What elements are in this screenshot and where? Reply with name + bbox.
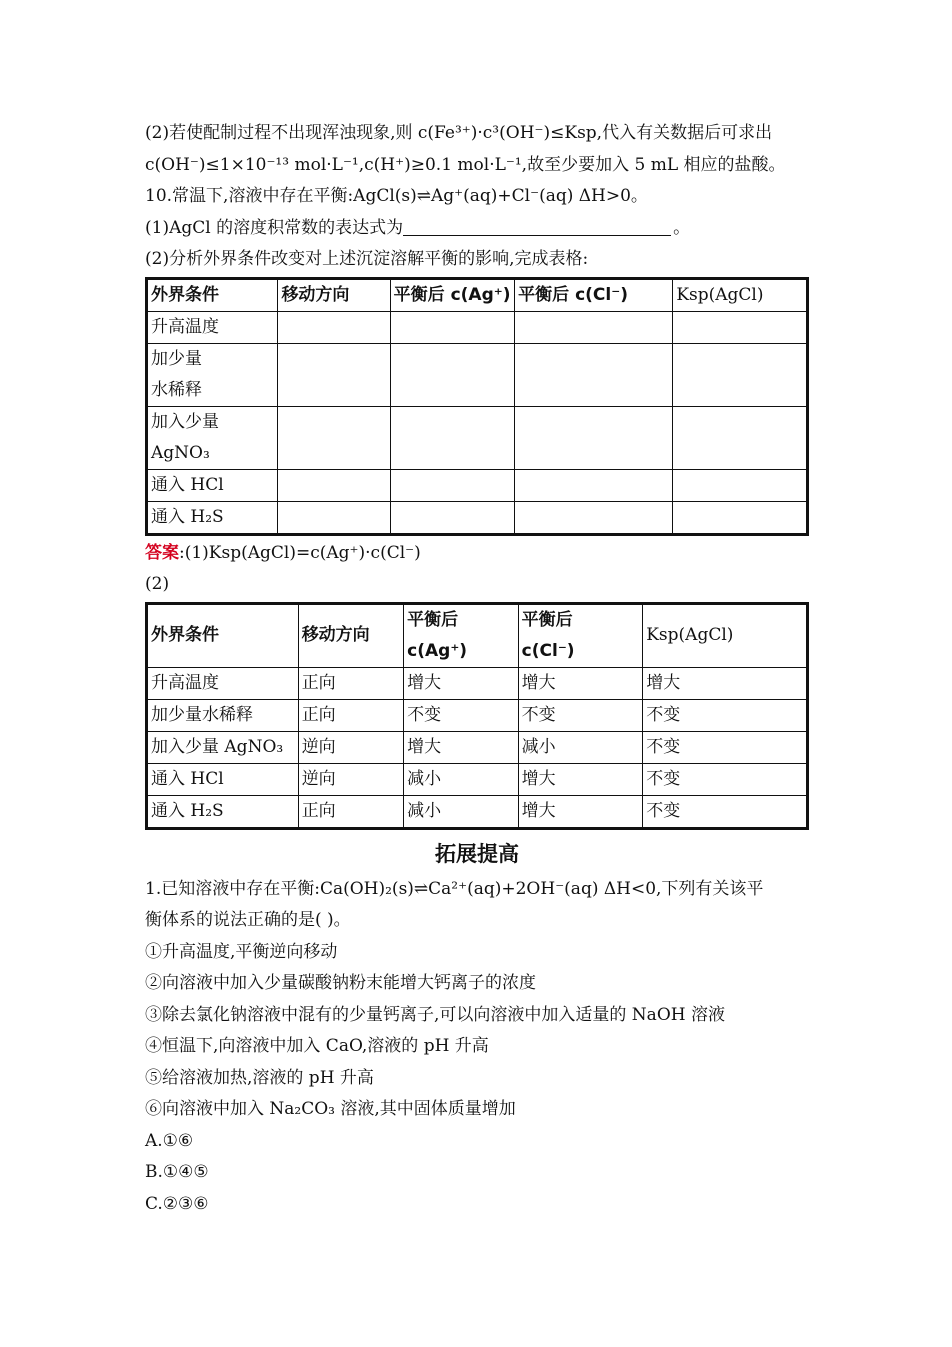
table-row bbox=[147, 795, 808, 828]
empty-cell[interactable] bbox=[278, 469, 390, 501]
statement-item: ③除去氯化钠溶液中混有的少量钙离子,可以向溶液中加入适量的 NaOH 溶液 bbox=[145, 1004, 725, 1025]
answer-part1: :(1)Ksp(AgCl)=c(Ag⁺)·c(Cl⁻) bbox=[179, 542, 421, 563]
statement-item: ⑥向溶液中加入 Na₂CO₃ 溶液,其中固体质量增加 bbox=[145, 1099, 516, 1119]
table-cell: 升高温度 bbox=[147, 667, 299, 699]
table-cell: 增大 bbox=[643, 667, 808, 699]
table-cell: 不变 bbox=[643, 795, 808, 828]
empty-cell[interactable] bbox=[673, 501, 808, 534]
statement-item: ④恒温下,向溶液中加入 CaO,溶液的 pH 升高 bbox=[145, 1036, 489, 1056]
empty-cell[interactable] bbox=[390, 343, 515, 406]
empty-cell[interactable] bbox=[515, 501, 673, 534]
empty-cell[interactable] bbox=[278, 406, 390, 469]
table-cell: 不变 bbox=[518, 699, 643, 731]
table-cell: 不变 bbox=[404, 699, 519, 731]
section-title: 拓展提高 bbox=[435, 841, 519, 866]
table-row bbox=[147, 699, 808, 731]
empty-cell[interactable] bbox=[278, 311, 390, 343]
header-cell: 平衡后 c(Cl⁻) bbox=[515, 278, 673, 311]
question-1-stem-line-2: 衡体系的说法正确的是( )。 bbox=[145, 910, 351, 930]
empty-cell[interactable] bbox=[515, 311, 673, 343]
table-cell: 增大 bbox=[518, 795, 643, 828]
empty-cell[interactable] bbox=[673, 343, 808, 406]
table-row bbox=[147, 406, 808, 469]
part1-prefix: (1)AgCl 的溶度积常数的表达式为 bbox=[145, 217, 404, 238]
empty-cell[interactable] bbox=[673, 469, 808, 501]
table-row bbox=[147, 763, 808, 795]
statement-item: ②向溶液中加入少量碳酸钠粉末能增大钙离子的浓度 bbox=[145, 973, 536, 993]
condition-cell: 通入 H₂S bbox=[147, 501, 278, 534]
blank-table bbox=[145, 277, 809, 536]
table-cell: 增大 bbox=[518, 763, 643, 795]
empty-cell[interactable] bbox=[515, 406, 673, 469]
empty-cell[interactable] bbox=[673, 311, 808, 343]
table-cell: 不变 bbox=[643, 763, 808, 795]
part1-suffix: 。 bbox=[673, 217, 691, 238]
table-cell: 不变 bbox=[643, 699, 808, 731]
statement-item: ①升高温度,平衡逆向移动 bbox=[145, 941, 338, 962]
empty-cell[interactable] bbox=[515, 343, 673, 406]
answer-line bbox=[145, 538, 809, 570]
condition-cell: 通入 HCl bbox=[147, 469, 278, 501]
table-cell: 增大 bbox=[404, 667, 519, 699]
choice-option-c[interactable]: C.②③⑥ bbox=[145, 1193, 209, 1214]
table-cell: 正向 bbox=[298, 699, 403, 731]
empty-cell[interactable] bbox=[278, 343, 390, 406]
header-cell: 外界条件 bbox=[147, 278, 278, 311]
table-row bbox=[147, 343, 808, 406]
table-cell: 正向 bbox=[298, 667, 403, 699]
table-cell: 增大 bbox=[404, 731, 519, 763]
question-10-stem: 10.常温下,溶液中存在平衡:AgCl(s)⇌Ag⁺(aq)+Cl⁻(aq) ΔH>0。 bbox=[145, 186, 648, 206]
empty-cell[interactable] bbox=[390, 406, 515, 469]
table-row bbox=[147, 731, 808, 763]
table-cell: 加少量水稀释 bbox=[147, 699, 299, 731]
table-cell: 正向 bbox=[298, 795, 403, 828]
answer-label: 答案 bbox=[145, 542, 179, 563]
table-cell: 不变 bbox=[643, 731, 808, 763]
condition-cell: 加少量 水稀释 bbox=[147, 343, 278, 406]
question-1-stem-line-1: 1.已知溶液中存在平衡:Ca(OH)₂(s)⇌Ca²⁺(aq)+2OH⁻(aq) ΔH<0,下列有关该平 bbox=[145, 878, 764, 899]
intro-line-2: c(OH⁻)≤1×10⁻¹³ mol·L⁻¹,c(H⁺)≥0.1 mol·L⁻¹,故至少要加入 5 mL 相应的盐酸。 bbox=[145, 154, 786, 175]
condition-cell: 加入少量 AgNO₃ bbox=[147, 406, 278, 469]
header-cell: 平衡后 c(Ag⁺) bbox=[390, 278, 515, 311]
empty-cell[interactable] bbox=[390, 501, 515, 534]
table-row bbox=[147, 311, 808, 343]
table-header-row bbox=[147, 278, 808, 311]
table-row bbox=[147, 667, 808, 699]
table-cell: 减小 bbox=[518, 731, 643, 763]
question-10-part1 bbox=[145, 213, 809, 245]
intro-line-1: (2)若使配制过程不出现浑浊现象,则 c(Fe³⁺)·c³(OH⁻)≤Ksp,代入有关数据后可求出 bbox=[145, 123, 773, 143]
header-cell: Ksp(AgCl) bbox=[673, 278, 808, 311]
table-cell: 加入少量 AgNO₃ bbox=[147, 731, 299, 763]
choice-option-b[interactable]: B.①④⑤ bbox=[145, 1162, 209, 1182]
empty-cell[interactable] bbox=[390, 311, 515, 343]
header-cell: 平衡后 c(Ag⁺) bbox=[404, 603, 519, 667]
table-cell: 减小 bbox=[404, 763, 519, 795]
header-cell: 移动方向 bbox=[298, 603, 403, 667]
answer-table bbox=[145, 602, 809, 830]
table-cell: 减小 bbox=[404, 795, 519, 828]
empty-cell[interactable] bbox=[515, 469, 673, 501]
table-cell: 逆向 bbox=[298, 731, 403, 763]
condition-cell: 升高温度 bbox=[147, 311, 278, 343]
header-cell: 平衡后 c(Cl⁻) bbox=[518, 603, 643, 667]
table-cell: 通入 HCl bbox=[147, 763, 299, 795]
table-header-row bbox=[147, 603, 808, 667]
header-cell: 移动方向 bbox=[278, 278, 390, 311]
statement-item: ⑤给溶液加热,溶液的 pH 升高 bbox=[145, 1067, 374, 1088]
question-10-part2: (2)分析外界条件改变对上述沉淀溶解平衡的影响,完成表格: bbox=[145, 249, 589, 269]
table-row bbox=[147, 469, 808, 501]
header-cell: 外界条件 bbox=[147, 603, 299, 667]
empty-cell[interactable] bbox=[673, 406, 808, 469]
header-cell: Ksp(AgCl) bbox=[643, 603, 808, 667]
table-row bbox=[147, 501, 808, 534]
empty-cell[interactable] bbox=[278, 501, 390, 534]
empty-cell[interactable] bbox=[390, 469, 515, 501]
answer-blank bbox=[403, 216, 671, 236]
answer-part2-label: (2) bbox=[145, 574, 170, 594]
choice-option-a[interactable]: A.①⑥ bbox=[145, 1130, 194, 1151]
table-cell: 通入 H₂S bbox=[147, 795, 299, 828]
table-cell: 逆向 bbox=[298, 763, 403, 795]
table-cell: 增大 bbox=[518, 667, 643, 699]
document-page bbox=[145, 118, 809, 1220]
